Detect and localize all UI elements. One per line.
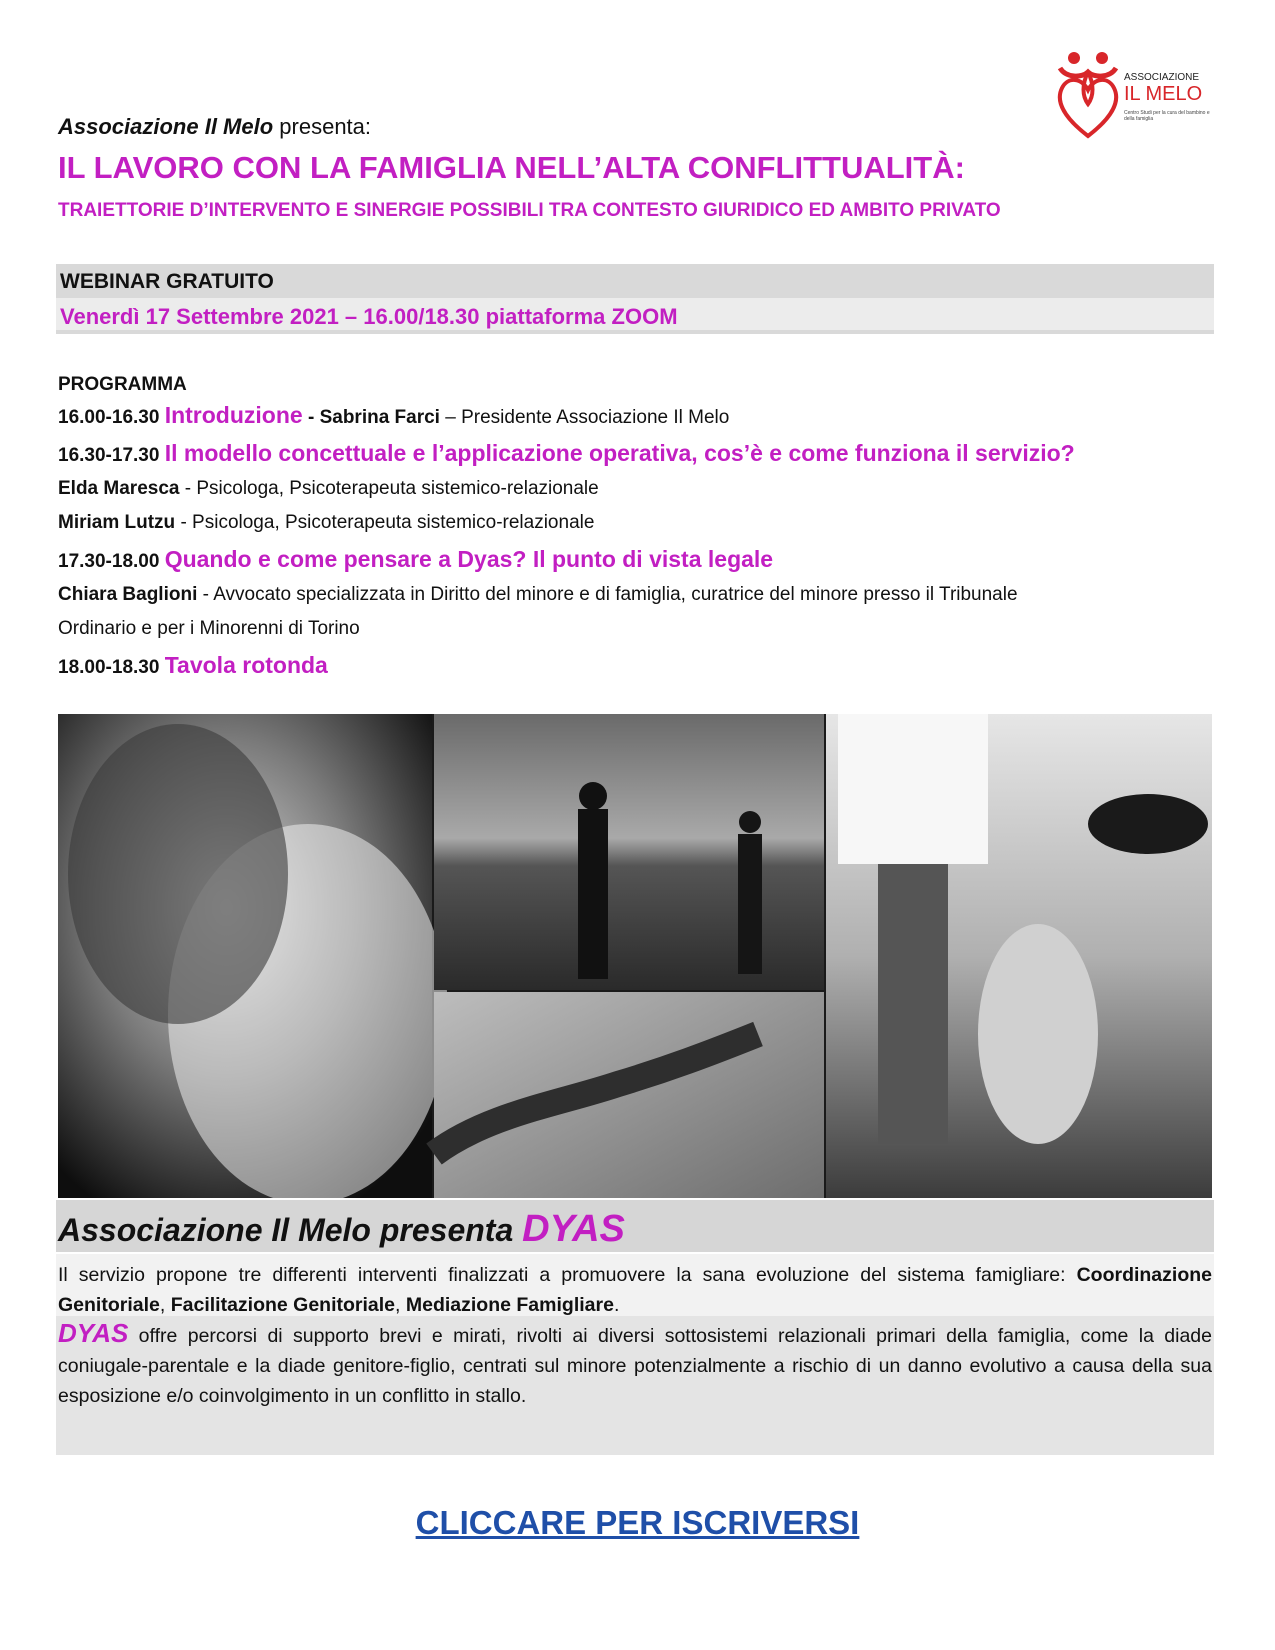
speaker-chiara-baglioni [58,584,1018,606]
presents-text: presenta: [273,114,372,139]
association-logo [1052,44,1222,144]
program-time: 16.00-16.30 [58,407,165,428]
speaker-role: - Psicologa, Psicoterapeuta sistemico-relazionale [179,478,599,499]
page-title: IL LAVORO CON LA FAMIGLIA NELL’ALTA CONFLITTUALITÀ: [58,150,965,185]
webinar-label: WEBINAR GRATUITO [60,270,274,293]
program-title: Tavola rotonda [164,652,328,678]
cta-wrapper [0,1504,1275,1542]
photo-embrace [58,714,448,1198]
program-item-modello [58,440,1075,467]
speaker-name: Chiara Baglioni [58,584,198,605]
program-title: Quando e come pensare a Dyas? Il punto di vista legale [164,546,774,572]
program-title: Il modello concettuale e l’applicazione operativa, cos’è e come funziona il servizio? [164,440,1075,466]
intro-text: Il servizio propone tre differenti interventi finalizzati a promuovere la sana evoluzione del sistema famigliare: [58,1264,1066,1286]
logo-tagline: Centro Studi per la cura del bambino e della famiglia [1124,110,1210,122]
speaker-name: Miriam Lutzu [58,512,176,533]
speaker-miriam-lutzu [58,512,594,534]
program-item-tavola-rotonda [58,652,328,679]
speaker-name: Sabrina Farci [319,407,440,428]
photo-hands [434,992,824,1198]
period: . [613,1294,620,1316]
webinar-date: Venerdì 17 Settembre 2021 – 16.00/18.30 piattaforma ZOOM [60,304,678,329]
photo-collage [58,714,1212,1198]
service-mediazione: Mediazione Famigliare [405,1294,614,1316]
logo-wordmark: ASSOCIAZIONE IL MELO [1124,72,1203,105]
program-heading: PROGRAMMA [58,374,187,395]
service-facilitazione: Facilitazione Genitoriale [170,1294,396,1316]
program-time: 16.30-17.30 [58,445,165,466]
apple-heart-logo-icon [1052,44,1124,144]
speaker-role: – Presidente Associazione Il Melo [439,407,730,428]
details-text: offre percorsi di supporto brevi e mirati, rivolti ai diversi sottosistemi relazionali primari della famiglia, come la diade coniugale-parentale e la diade genitore-figlio, centrati sul minore potenzialmente a rischio di un danno evolutivo a causa della sua esposizione e/o coinvolgimento in un conflitto in stallo. [58,1325,1212,1407]
program-time: 17.30-18.00 [58,551,165,572]
program-time: 18.00-18.30 [58,657,165,678]
photo-beach-child [826,714,1212,1198]
register-link[interactable]: CLICCARE PER ISCRIVERSI [415,1504,860,1541]
photo-couple-sea [434,714,824,990]
dyas-brand: DYAS [522,1208,625,1250]
speaker-elda-maresca [58,478,599,500]
page-subtitle: TRAIETTORIE D’INTERVENTO E SINERGIE POSSIBILI TRA CONTESTO GIURIDICO ED AMBITO PRIVATO [58,200,1001,221]
dyas-details-paragraph [58,1318,1212,1411]
speaker-name: Elda Maresca [58,478,180,499]
separator: - [302,407,320,428]
comma: , [395,1294,406,1316]
org-name: Associazione Il Melo [58,114,274,139]
service-coordinazione: Coordinazione Genitoriale [58,1264,1212,1316]
dyas-heading-text: Associazione Il Melo presenta [58,1212,523,1248]
comma: , [159,1294,171,1316]
speaker-role-continued: Ordinario e per i Minorenni di Torino [58,618,360,639]
program-item-dyas-legale [58,546,773,573]
program-item-introduzione [58,402,729,429]
dyas-brand-inline: DYAS [58,1318,129,1348]
speaker-role: - Avvocato specializzata in Diritto del minore e di famiglia, curatrice del minore presso il Tribunale [197,584,1018,605]
dyas-intro-paragraph [58,1260,1212,1320]
program-title: Introduzione [164,402,303,428]
dyas-heading [58,1208,625,1251]
presenter-line [58,114,371,140]
speaker-role: - Psicologa, Psicoterapeuta sistemico-relazionale [175,512,595,533]
